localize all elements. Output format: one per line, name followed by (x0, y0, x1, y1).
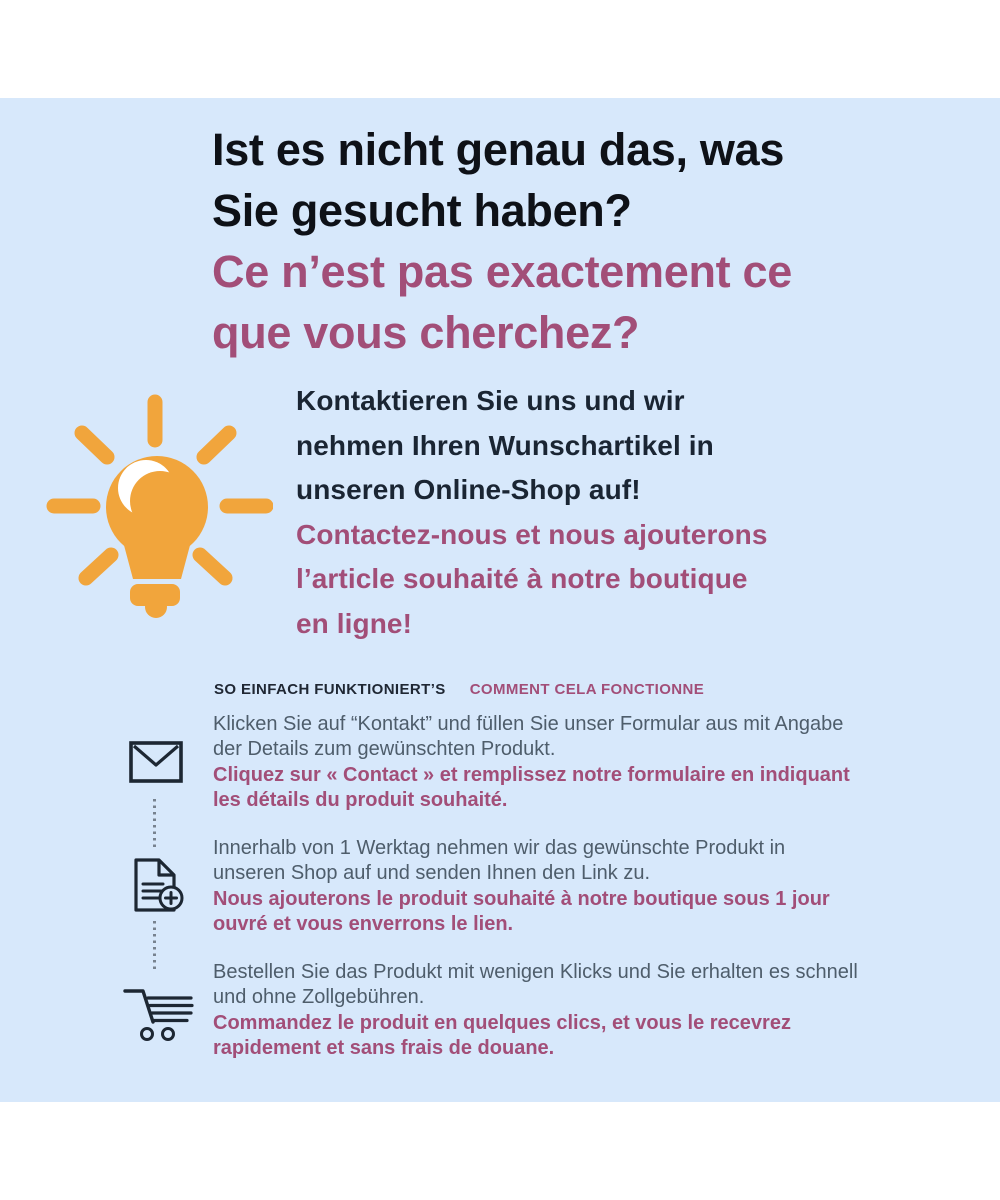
step-2-fr-line2: ouvré et vous enverrons le lien. (213, 912, 514, 935)
step-3-de-line1: Bestellen Sie das Produkt mit wenigen Klicks und Sie erhalten es schnell (213, 961, 858, 983)
document-add-icon (126, 856, 186, 916)
cart-icon (120, 984, 194, 1042)
intro-fr-line2: l’article souhaité à notre boutique (296, 563, 748, 595)
intro-fr-line1: Contactez-nous et nous ajouterons (296, 518, 768, 550)
step-1-fr-line1: Cliquez sur « Contact » et remplissez notre formulaire en indiquant (213, 763, 850, 786)
hero-heading (212, 119, 792, 363)
intro-fr-line3: en ligne! (296, 607, 413, 639)
hero-heading-de-line1: Ist es nicht genau das, was (212, 124, 785, 175)
intro-paragraph (296, 379, 768, 647)
step-1-fr-line2: les détails du produit souhaité. (213, 788, 508, 811)
step-1-de-line2: der Details zum gewünschten Produkt. (213, 738, 556, 761)
step-2-de-line1: Innerhalb von 1 Werktag nehmen wir das gewünschte Produkt in (213, 837, 786, 859)
hero-heading-fr-line1: Ce n’est pas exactement ce (212, 246, 792, 297)
intro-de-line3: unseren Online-Shop auf! (296, 474, 641, 506)
envelope-icon (128, 739, 184, 785)
how-it-works-label-fr: COMMENT CELA FONCTIONNE (469, 681, 705, 698)
step-3-fr-line1: Commandez le produit en quelques clics, et vous le recevrez (213, 1011, 791, 1034)
how-it-works-header (214, 681, 704, 698)
intro-de-line2: nehmen Ihren Wunschartikel in (296, 429, 714, 461)
step-3-de-line2: und ohne Zollgebühren. (213, 986, 425, 1009)
step-2-fr-line1: Nous ajouterons le produit souhaité à notre boutique sous 1 jour (213, 887, 830, 910)
step-2-de-line2: unseren Shop auf und senden Ihnen den Link zu. (213, 862, 651, 885)
intro-de-line1: Kontaktieren Sie uns und wir (296, 385, 685, 416)
lightbulb-icon (45, 394, 273, 622)
step-2-text (213, 836, 937, 937)
how-it-works-label-de: SO EINFACH FUNKTIONIERT’S (214, 681, 446, 698)
step-1-de-line1: Klicken Sie auf “Kontakt” und füllen Sie unser Formular aus mit Angabe (213, 713, 844, 735)
step-3-text (213, 960, 937, 1061)
step-1-text (213, 712, 937, 813)
hero-heading-fr-line2: que vous cherchez? (212, 307, 640, 358)
dotted-connector (153, 921, 156, 971)
step-3-fr-line2: rapidement et sans frais de douane. (213, 1036, 555, 1059)
hero-heading-de-line2: Sie gesucht haben? (212, 185, 632, 236)
dotted-connector (153, 799, 156, 847)
